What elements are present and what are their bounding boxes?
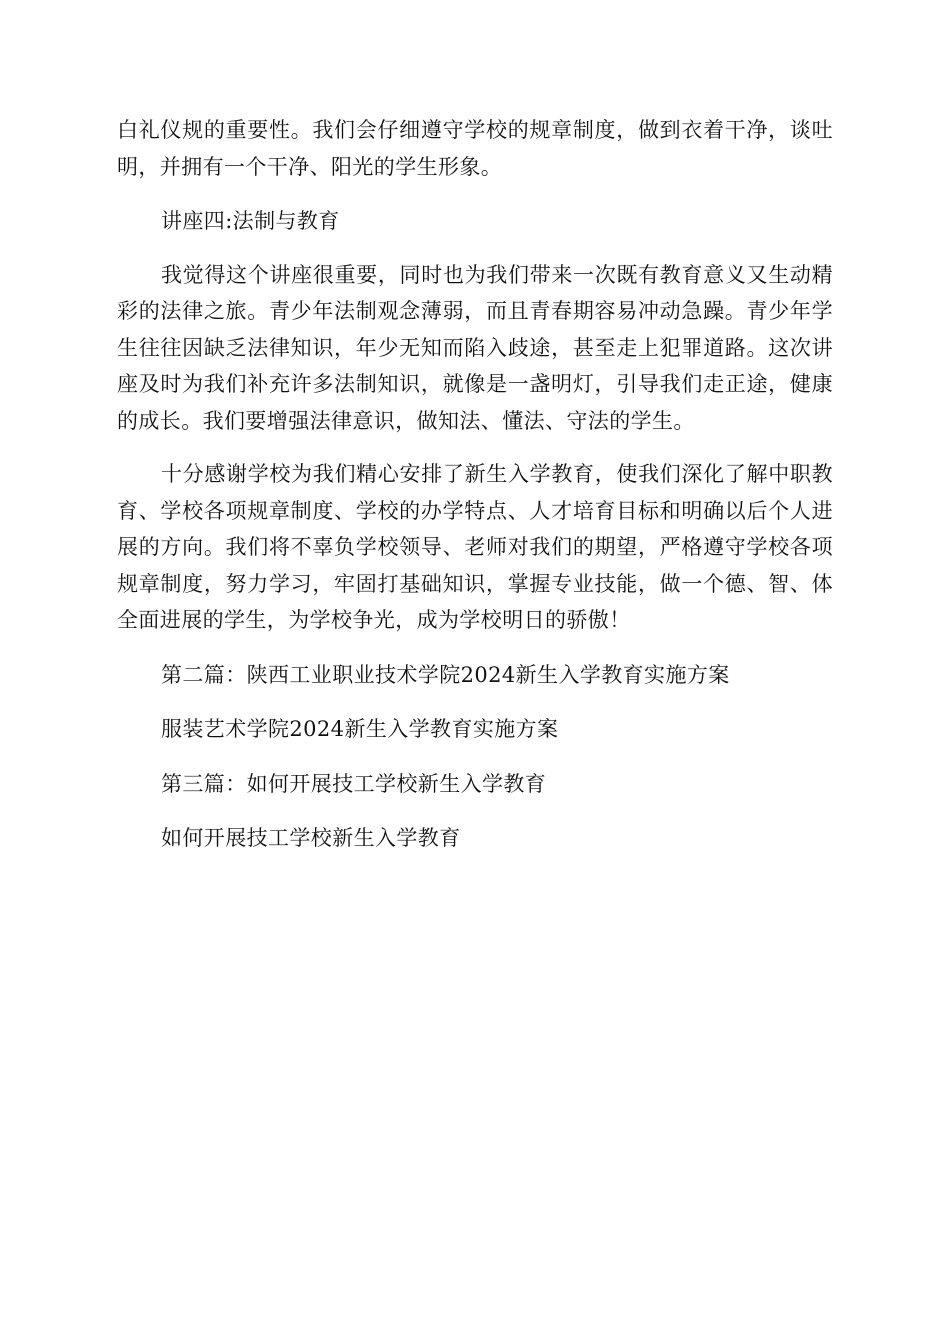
section-three-title: 如何开展技工学校新生入学教育	[161, 826, 461, 850]
paragraph-thanks: 十分感谢学校为我们精心安排了新生入学教育，使我们深化了解中职教育、学校各项规章制度、学校的办学特点、人才培育目标和明确以后个人进展的方向。我们将不辜负学校领导、老师对我们的期望，严格遵守学校各项规章制度，努力学习，牢固打基础知识，掌握专业技能，做一个德、智、体全面进展的学生，为学校争光，成为学校明日的骄傲！	[117, 462, 833, 632]
lecture-four-heading: 讲座四:法制与教育	[161, 209, 340, 233]
section-three-heading: 第三篇：如何开展技工学校新生入学教育	[161, 771, 547, 796]
paragraph-etiquette-continuation: 白礼仪规的重要性。我们会仔细遵守学校的规章制度，做到衣着干净，谈吐明，并拥有一个干净、阳光的学生形象。	[117, 118, 833, 179]
paragraph-law-lecture: 我觉得这个讲座很重要，同时也为我们带来一次既有教育意义又生动精彩的法律之旅。青少年法制观念薄弱，而且青春期容易冲动急躁。青少年学生往往因缺乏法律知识，年少无知而陷入歧途，甚至走上犯罪道路。这次讲座及时为我们补充许多法制知识，就像是一盏明灯，引导我们走正途，健康的成长。我们要增强法律意识，做知法、懂法、守法的学生。	[117, 262, 833, 433]
document-page	[117, 112, 833, 857]
section-two-title: 服装艺术学院2024新生入学教育实施方案	[161, 717, 559, 741]
section-two-heading: 第二篇：陕西工业职业技术学院2024新生入学教育实施方案	[161, 662, 730, 687]
